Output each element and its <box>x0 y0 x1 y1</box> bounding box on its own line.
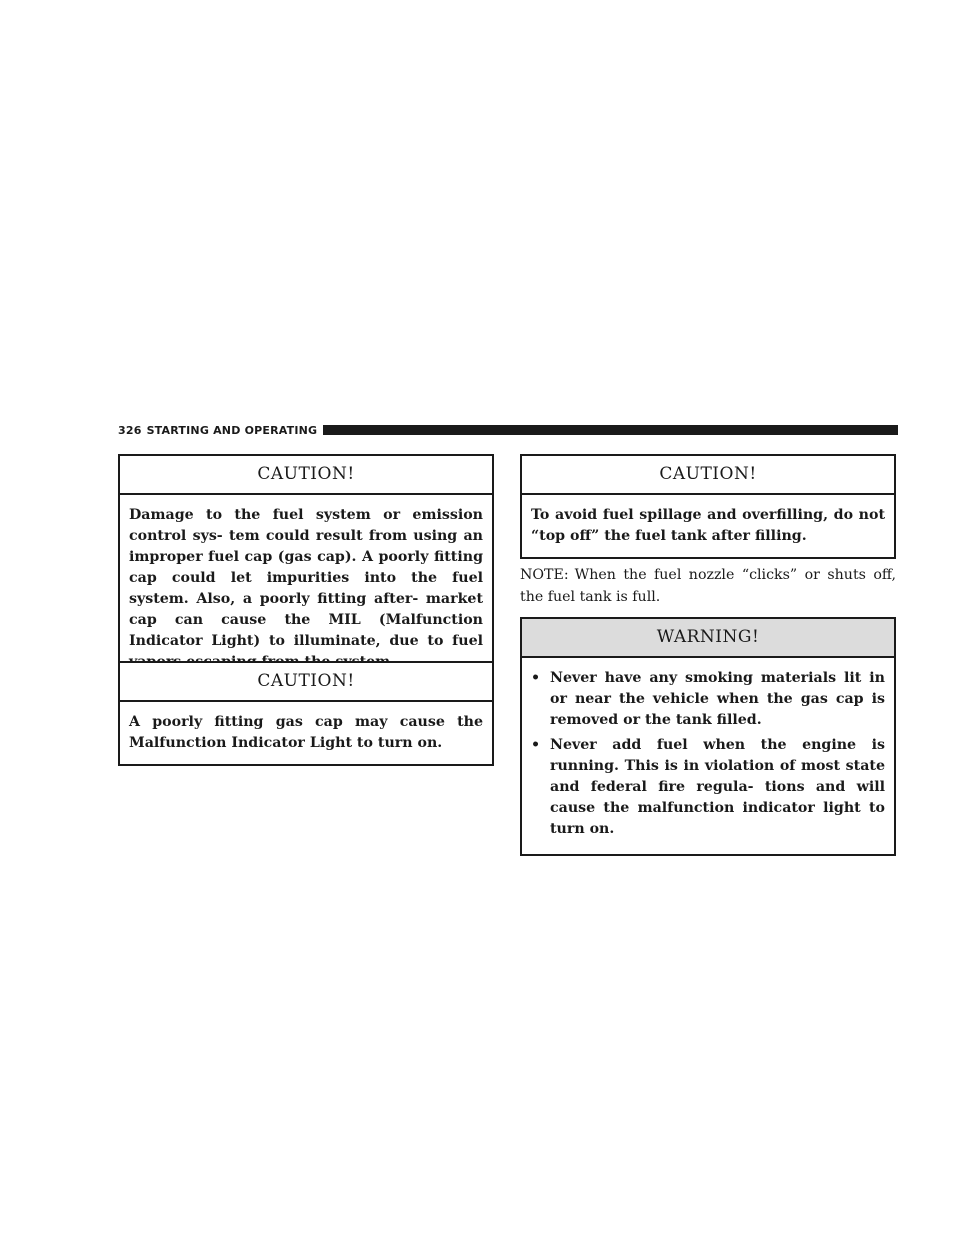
caution-text: Damage to the fuel system or emission control sys- tem could result from using an improper fuel cap (gas cap). A poorly fitting cap could let impurities into the fuel system. Also, a poorly fitting after- market cap can cause the MIL (Malfunction Indicator Light) to illuminate, due to fuel <box>129 507 483 649</box>
warning-list <box>531 668 885 840</box>
list-item <box>531 668 885 731</box>
warning-item-text: Never add fuel when the engine is running. This is in violation of most state and federal fire regula- tions and will cause the malfunction indicator light to turn on. <box>550 737 885 837</box>
note-text: When the fuel nozzle “clicks” or shuts off, the fuel tank is full. <box>520 567 896 605</box>
header-rule <box>323 425 898 435</box>
caution-box-fuel-cap-damage <box>118 454 494 685</box>
caution-title: CAUTION! <box>120 663 492 702</box>
list-item <box>531 735 885 840</box>
note-paragraph <box>520 564 896 608</box>
caution-title: CAUTION! <box>522 456 894 495</box>
page-number: 326 <box>118 423 142 437</box>
warning-item-text: Never have any smoking materials lit in or near the vehicle when the gas cap is removed or the tank filled. <box>550 670 885 728</box>
caution-text: To avoid fuel spillage and overfilling, do not “top off” the fuel tank after filling. <box>531 507 885 544</box>
caution-text: A poorly fitting gas cap may cause the Malfunction Indicator Light to turn on. <box>129 714 483 751</box>
section-title: STARTING AND OPERATING <box>146 423 318 437</box>
bullet-icon: • <box>531 670 541 686</box>
warning-body <box>522 658 894 854</box>
caution-title: CAUTION! <box>120 456 492 495</box>
bullet-icon: • <box>531 737 541 753</box>
caution-box-mil-light <box>118 661 494 766</box>
caution-box-top-off <box>520 454 896 559</box>
page-header <box>118 422 898 438</box>
warning-title: WARNING! <box>522 619 894 658</box>
warning-box <box>520 617 896 856</box>
note-label: NOTE: <box>520 567 569 583</box>
